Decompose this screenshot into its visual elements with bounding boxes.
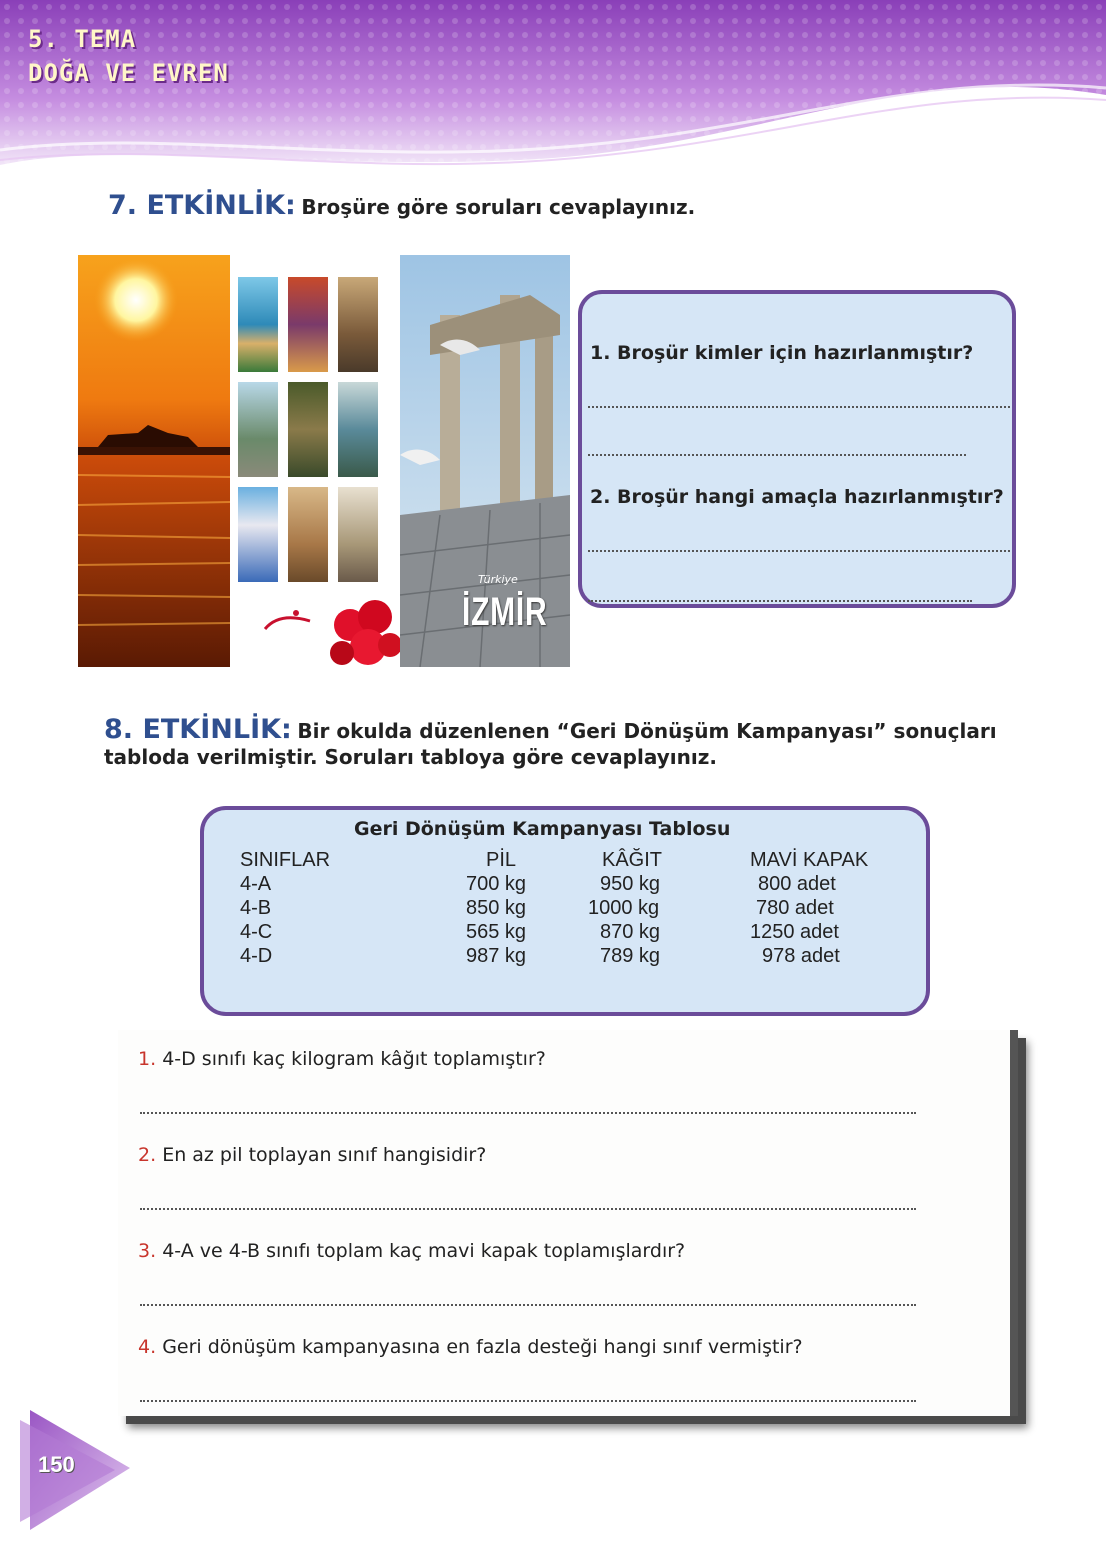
table-cell-blue-cap: 978 adet — [762, 945, 840, 967]
activity7-heading — [108, 190, 695, 221]
activity8-question — [138, 1144, 486, 1166]
table-cell-class: 4-B — [240, 897, 272, 919]
table-cell-paper: 1000 kg — [588, 897, 660, 919]
table-cell-blue-cap: 780 adet — [756, 897, 834, 919]
page-number-badge — [20, 1410, 130, 1530]
question-text: 4-D sınıfı kaç kilogram kâğıt toplamıştır? — [162, 1048, 546, 1070]
answer-line[interactable] — [588, 550, 1010, 552]
column-header-blue-cap: MAVİ KAPAK — [750, 849, 869, 871]
harbor-photo — [338, 382, 378, 477]
question-text: En az pil toplayan sınıf hangisidir? — [162, 1144, 487, 1166]
table-cell-battery: 987 kg — [466, 945, 527, 967]
table-cell-paper: 789 kg — [600, 945, 661, 967]
activity8-heading — [104, 714, 1034, 771]
table-title: Geri Dönüşüm Kampanyası Tablosu — [354, 818, 731, 840]
table-cell-blue-cap: 1250 adet — [750, 921, 839, 943]
brochure-logo-text: Türkiye — [478, 573, 518, 586]
festival-photo — [288, 277, 328, 372]
question-number: 3. — [138, 1240, 157, 1262]
photo-grid-panel — [230, 255, 400, 667]
theme-number: 5. TEMA — [28, 25, 137, 53]
ancient-statue-photo — [288, 382, 328, 477]
answer-line[interactable] — [588, 600, 972, 602]
page-number: 150 — [38, 1452, 75, 1477]
statue-photo — [338, 277, 378, 372]
izmir-panel — [400, 255, 570, 667]
answer-line[interactable] — [140, 1400, 916, 1402]
answer-line[interactable] — [140, 1304, 916, 1306]
activity7-instruction: Broşüre göre soruları cevaplayınız. — [301, 195, 696, 219]
activity8-question — [138, 1240, 685, 1262]
turkiye-logo-icon — [260, 607, 315, 637]
question-number: 1. — [138, 1048, 157, 1070]
question-number: 4. — [138, 1336, 157, 1358]
beach-photo — [238, 277, 278, 372]
answer-line[interactable] — [140, 1208, 916, 1210]
library-ruins-photo — [288, 487, 328, 582]
castle-photo — [338, 487, 378, 582]
table-cell-blue-cap: 800 adet — [758, 873, 836, 895]
activity8-instruction-line1: Bir okulda düzenlenen “Geri Dönüşüm Kampanyası” sonuçları — [297, 719, 997, 743]
theme-name: DOĞA VE EVREN — [28, 59, 229, 87]
windsurf-photo — [238, 487, 278, 582]
activity8-question — [138, 1336, 803, 1358]
recycling-table — [200, 806, 930, 1016]
activity7-question-2: 2. Broşür hangi amaçla hazırlanmıştır? — [590, 486, 1004, 508]
activity7-question-box — [578, 290, 1016, 608]
clock-tower-photo — [238, 382, 278, 477]
chapter-header — [0, 0, 1106, 175]
activity7-label: 7. ETKİNLİK: — [108, 190, 296, 221]
answer-line[interactable] — [140, 1112, 916, 1114]
question-text: Geri dönüşüm kampanyasına en fazla desteği hangi sınıf vermiştir? — [162, 1336, 803, 1358]
red-flowers-image — [330, 595, 400, 667]
question-number: 2. — [138, 1144, 157, 1166]
brochure-city-name: İZMİR — [462, 590, 548, 634]
table-cell-battery: 700 kg — [466, 873, 527, 895]
activity8-instruction-line2: tabloda verilmiştir. Soruları tabloya göre cevaplayınız. — [104, 745, 717, 769]
table-cell-class: 4-A — [240, 873, 272, 895]
activity8-question — [138, 1048, 546, 1070]
table-cell-paper: 950 kg — [600, 873, 661, 895]
sunset-panel — [78, 255, 230, 667]
activity8-label: 8. ETKİNLİK: — [104, 714, 292, 745]
table-cell-battery: 565 kg — [466, 921, 527, 943]
izmir-brochure-image — [78, 255, 570, 667]
theme-title — [28, 22, 229, 90]
table-cell-class: 4-D — [240, 945, 273, 967]
activity7-question-1: 1. Broşür kimler için hazırlanmıştır? — [590, 342, 974, 364]
column-header-battery: PİL — [486, 849, 517, 871]
question-text: 4-A ve 4-B sınıfı toplam kaç mavi kapak toplamışlardır? — [162, 1240, 686, 1262]
column-header-classes: SINIFLAR — [240, 849, 331, 871]
answer-line[interactable] — [588, 406, 1010, 408]
activity8-question-sheet — [118, 1030, 1018, 1416]
table-cell-class: 4-C — [240, 921, 273, 943]
table-cell-battery: 850 kg — [466, 897, 527, 919]
table-cell-paper: 870 kg — [600, 921, 661, 943]
answer-line[interactable] — [588, 454, 966, 456]
column-header-paper: KÂĞIT — [602, 849, 663, 871]
